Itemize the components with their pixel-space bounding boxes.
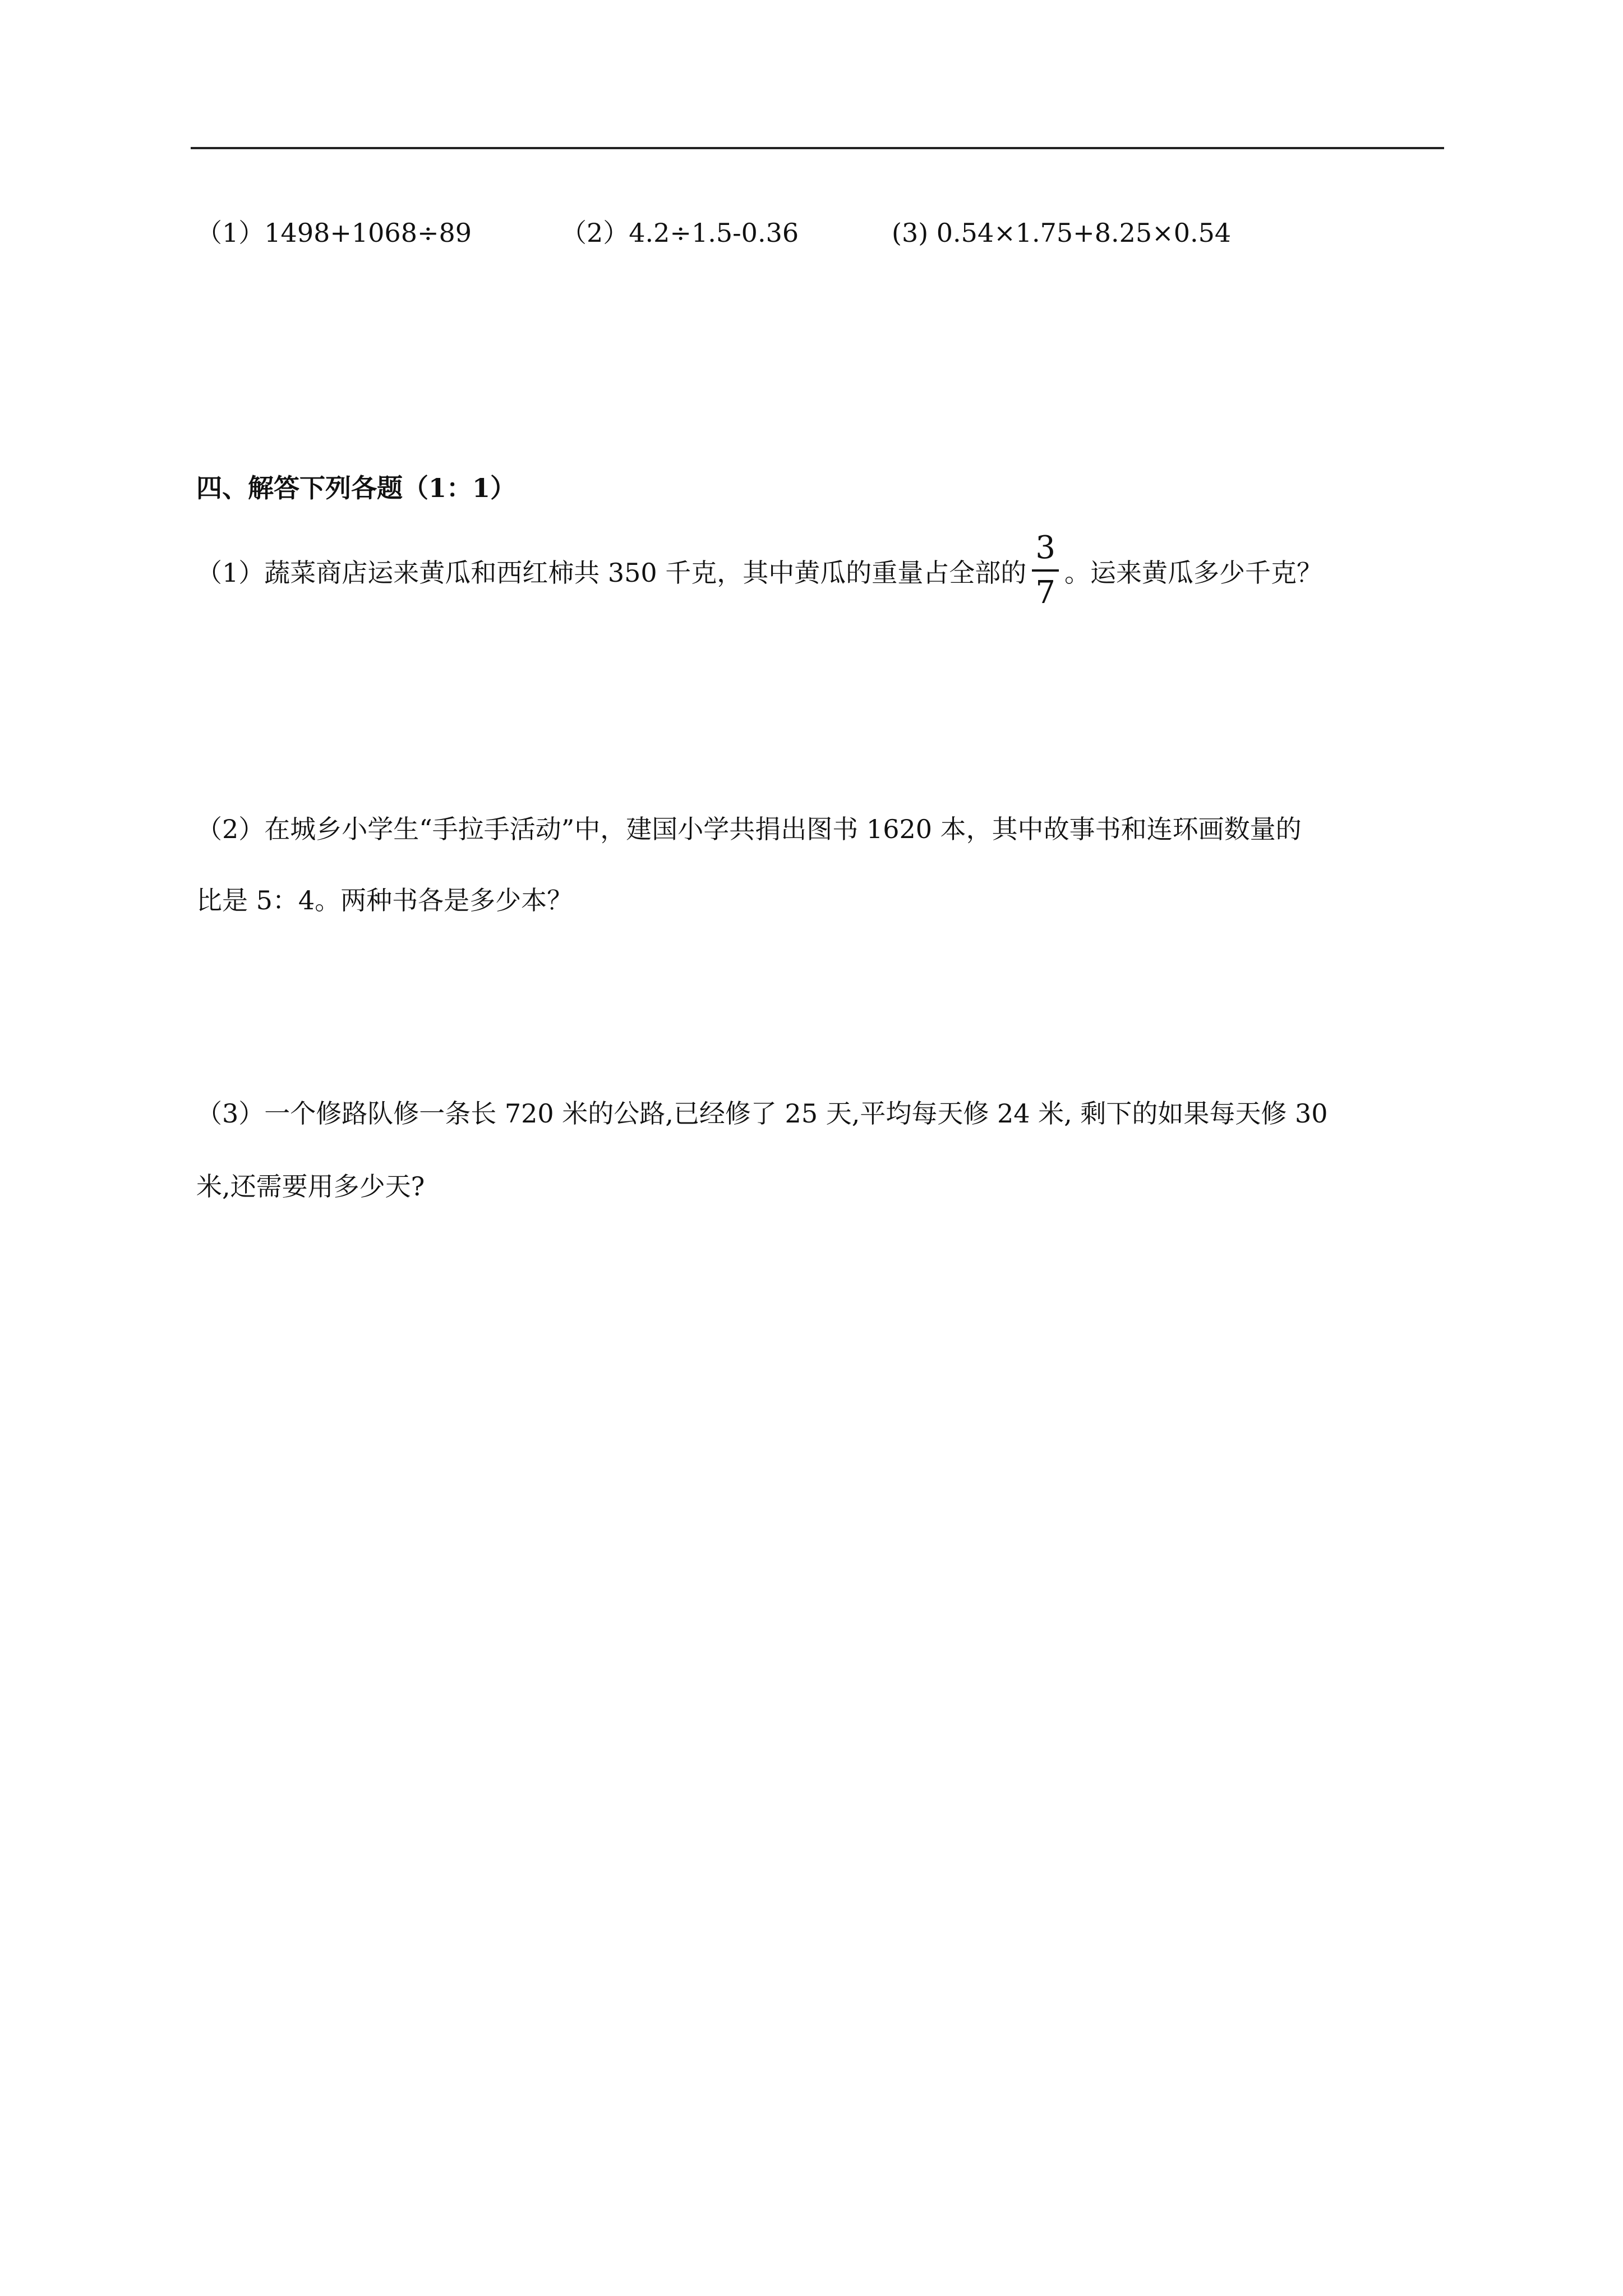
question-1 [196, 530, 1322, 614]
fraction-bar [1032, 569, 1059, 572]
question-3-line-1: （3）一个修路队修一条长 720 米的公路,已经修了 25 天,平均每天修 24 米, 剩下的如果每天修 30 [196, 1098, 1328, 1129]
header-rule [191, 147, 1444, 149]
calc-item-3 [892, 216, 1231, 250]
fraction-numerator: 3 [1035, 530, 1055, 566]
fraction-denominator: 7 [1035, 574, 1055, 611]
calc-item-2 [561, 216, 799, 250]
calc-item-2-expr: 4.2÷1.5-0.36 [629, 218, 799, 248]
question-1-text-after: 。运来黄瓜多少千克？ [1064, 558, 1322, 588]
fraction [1032, 531, 1059, 610]
calc-item-1-label: （1） [196, 218, 265, 248]
calc-item-2-label: （2） [561, 218, 629, 248]
question-2-line-2: 比是 5：4。两种书各是多少本？ [196, 885, 573, 915]
question-1-text-before: （1）蔬菜商店运来黄瓜和西红柿共 350 千克，其中黄瓜的重量占全部的 [196, 558, 1027, 588]
question-3-line-2: 米,还需要用多少天? [196, 1171, 425, 1202]
calc-item-3-expr: 0.54×1.75+8.25×0.54 [928, 218, 1232, 248]
calc-item-3-label: (3) [892, 218, 929, 248]
section-title: 四、解答下列各题（1：1） [196, 473, 517, 503]
calc-item-1 [196, 216, 472, 250]
calc-item-1-expr: 1498+1068÷89 [264, 218, 472, 248]
question-2-line-1: （2）在城乡小学生“手拉手活动”中，建国小学共捐出图书 1620 本，其中故事书和连环画数量的 [196, 814, 1302, 844]
